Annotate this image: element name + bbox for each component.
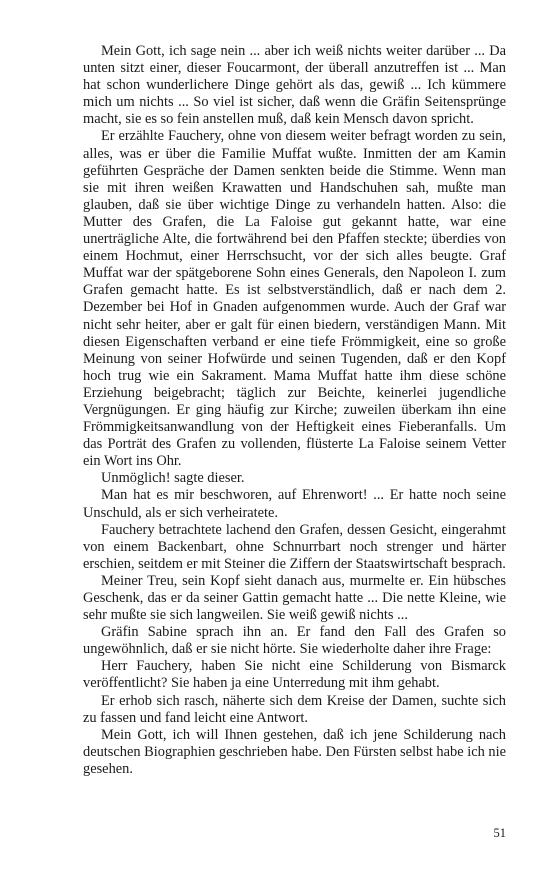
- page-number: 51: [493, 826, 506, 840]
- paragraph: Unmöglich! sagte dieser.: [101, 470, 245, 487]
- paragraph: Herr Fauchery, haben Sie nicht eine Schilderung von Bismarck veröffentlicht? Sie haben ja eine Unterredung mit ihm gehabt.: [83, 658, 506, 692]
- paragraph: Er erzählte Fauchery, ohne von diesem weiter befragt worden zu sein, alles, was er über die Familie Muffat wußte. Inmitten der am Kamin geführten Gespräche der Damen senkten beide die Stimme. Wenn man sie mit ihren weißen Krawatten und Handschuhen sah, mußte man glauben, daß sie über wichtige Dinge zu verhandeln hatten. Also: die Mutter des Grafen, die La Faloise gut gekannt hatte, war eine unerträgliche Alte, die fortwährend bei den Pfaffen steckte; überdies von einem Hochmut, einer Herrschsucht, vor der sich alles beugte. Graf Muffat war der spätgeborene Sohn eines Generals, den Napoleon I. zum Grafen gemacht hatte. Es ist selbstverständlich, daß er nach dem 2. Dezember bei Hof in Gnaden aufgenommen wurde. Auch der Graf war nicht sehr heiter, aber er galt für einen biedern, verständigen Mann. Mit diesen Eigenschaften verband er eine tiefe Frömmigkeit, eine so große Meinung von seiner Hofwürde und seinen Tugenden, daß er den Kopf hoch trug wie ein Sakrament. Mama Muffat hatte ihm diese schöne Erziehung beigebracht; täglich zur Beichte, keinerlei jugendliche Vergnügungen. Er ging häufig zur Kirche; zuweilen überkam ihn eine Frömmigkeitsanwandlung von der Heftigkeit eines Fieberanfalls. Um das Porträt des Grafen zu vollenden, flüsterte La Faloise seinem Vetter ein Wort ins Ohr.: [83, 128, 506, 470]
- paragraph: Mein Gott, ich sage nein ... aber ich weiß nichts weiter darüber ... Da unten sitzt einer, dieser Foucarmont, der überall anzutreffen ist ... Man hat schon wunderlichere Dinge gehört als das, gewiß ... Ich kümmere mich um nichts ... So viel ist sicher, daß wenn die Gräfin Seitensprünge macht, sie es so fein anstellen muß, daß kein Mensch davon spricht.: [83, 43, 506, 128]
- paragraph: Mein Gott, ich will Ihnen gestehen, daß ich jene Schilderung nach deutschen Biographien geschrieben habe. Den Fürsten selbst habe ich nie gesehen.: [83, 726, 506, 777]
- paragraph: Man hat es mir beschworen, auf Ehrenwort! ... Er hatte noch seine Unschuld, als er sich verheiratete.: [83, 487, 506, 521]
- paragraph: Fauchery betrachtete lachend den Grafen, dessen Gesicht, eingerahmt von einem Backenbart, ohne Schnurrbart noch strenger und härter erschien, seitdem er mit Steiner die Ziffern der Staatswirtschaft besprach.: [83, 521, 506, 572]
- paragraph: Er erhob sich rasch, näherte sich dem Kreise der Damen, suchte sich zu fassen und fand leicht eine Antwort.: [83, 692, 506, 726]
- paragraph: Meiner Treu, sein Kopf sieht danach aus, murmelte er. Ein hübsches Geschenk, das er da seiner Gattin gemacht hatte ... Die nette Kleine, wie sehr mußte sie sich langweilen. Sie weiß gewiß nichts ...: [83, 572, 506, 624]
- page-text: [83, 43, 506, 778]
- paragraph: Gräfin Sabine sprach ihn an. Er fand den Fall des Grafen so ungewöhnlich, daß er sie nicht hörte. Sie wiederholte daher ihre Frage:: [83, 624, 506, 658]
